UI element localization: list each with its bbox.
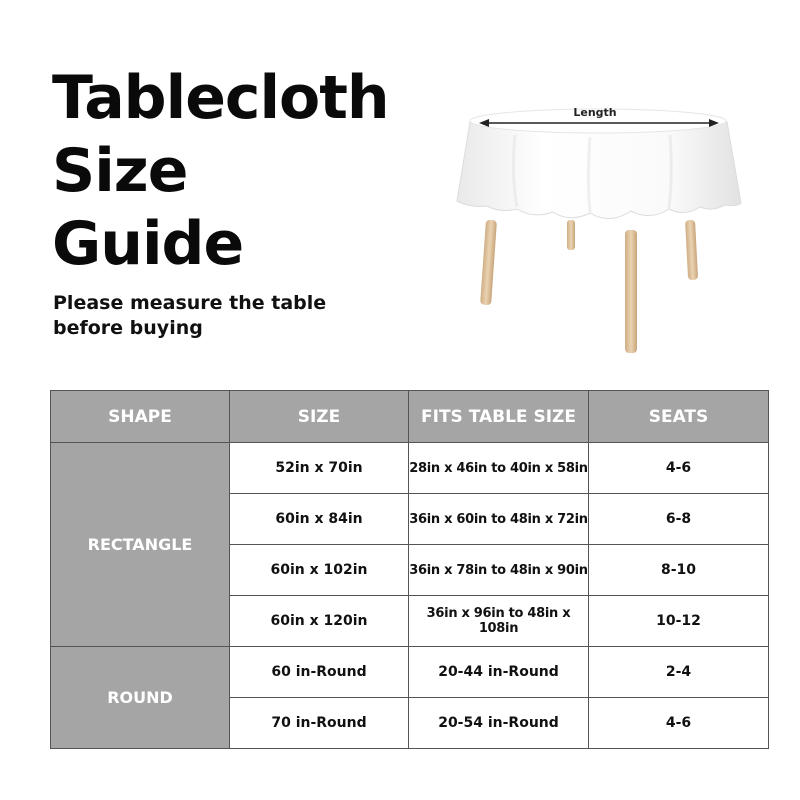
header-size: SIZE [230,391,409,443]
table-leg [625,230,637,353]
round-table-illustration [445,95,755,365]
table-row [51,647,769,698]
seats-cell: 4-6 [589,443,769,494]
title-line: Size [52,136,188,206]
shape-round: ROUND [51,647,230,749]
shape-rectangle: RECTANGLE [51,443,230,647]
table-leg [480,220,497,306]
size-cell: 52in x 70in [230,443,409,494]
header-fits-table-size: FITS TABLE SIZE [409,391,589,443]
fits-cell: 36in x 60in to 48in x 72in [409,494,589,545]
seats-cell: 4-6 [589,698,769,749]
size-cell: 60 in-Round [230,647,409,698]
title-line: Tablecloth [52,63,389,133]
size-cell: 70 in-Round [230,698,409,749]
seats-cell: 2-4 [589,647,769,698]
size-guide-table [50,390,769,749]
fits-cell: 20-44 in-Round [409,647,589,698]
seats-cell: 6-8 [589,494,769,545]
size-cell: 60in x 84in [230,494,409,545]
table-row [51,443,769,494]
fits-cell: 28in x 46in to 40in x 58in [409,443,589,494]
page-title [52,62,389,281]
subtitle [53,291,326,341]
subtitle-line: before buying [53,317,203,339]
length-label: Length [573,106,617,119]
header-shape: SHAPE [51,391,230,443]
table-header-row [51,391,769,443]
seats-cell: 10-12 [589,596,769,647]
fits-cell: 36in x 78in to 48in x 90in [409,545,589,596]
size-cell: 60in x 102in [230,545,409,596]
fits-cell: 36in x 96in to 48in x 108in [409,596,589,647]
title-line: Guide [52,209,244,279]
table-leg [567,220,575,250]
table-leg [685,220,698,280]
seats-cell: 8-10 [589,545,769,596]
size-cell: 60in x 120in [230,596,409,647]
header-seats: SEATS [589,391,769,443]
fits-cell: 20-54 in-Round [409,698,589,749]
subtitle-line: Please measure the table [53,292,327,314]
